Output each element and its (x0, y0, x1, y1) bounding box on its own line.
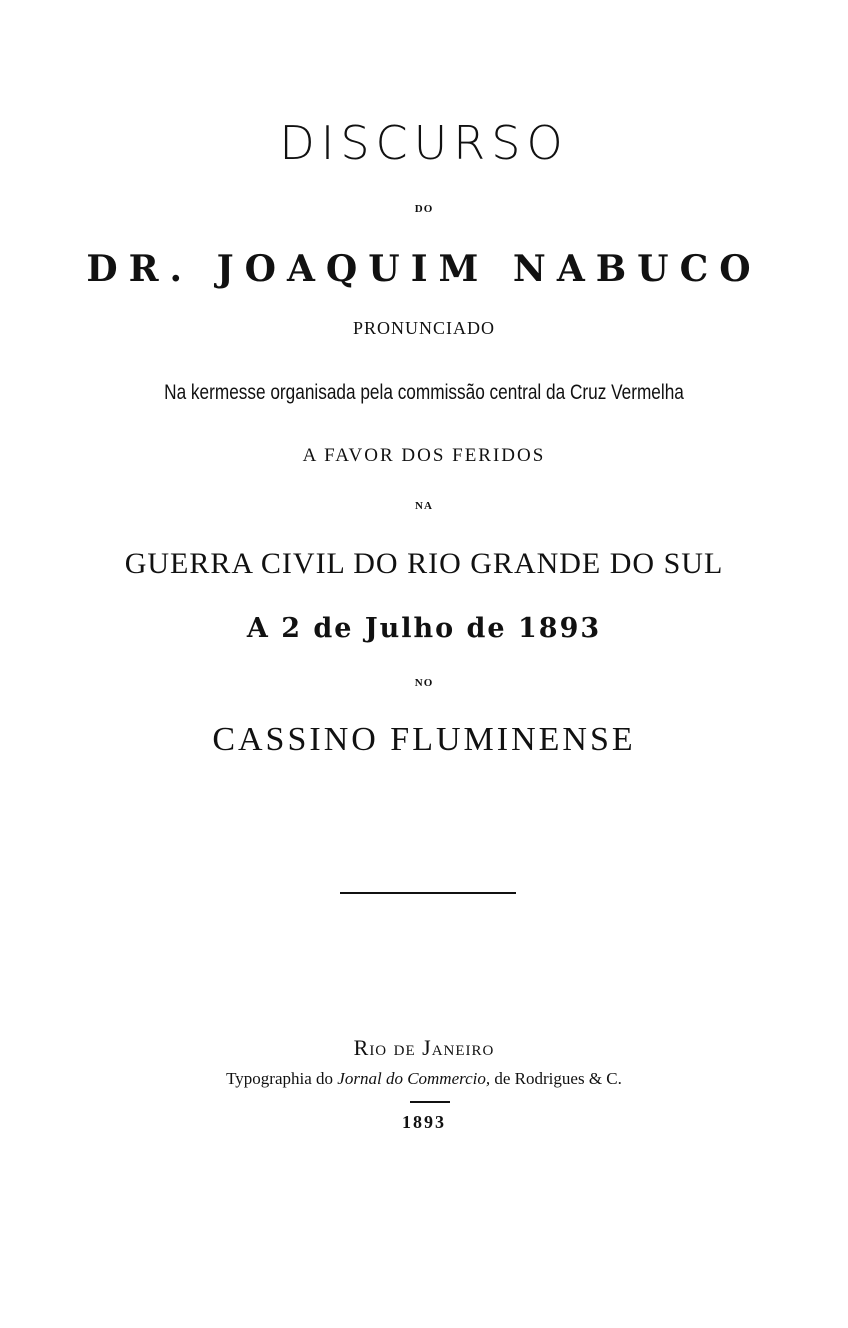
author-name: DR. JOAQUIM NABUCO (86, 248, 762, 290)
event-date: A 2 de Julho de 1893 (246, 613, 602, 644)
preposition-do: DO (414, 203, 434, 215)
journal-word-2: Commercio, (407, 1069, 491, 1088)
occasion-text: Na kermesse organisada pela commissão central da Cruz Vermelha (164, 381, 684, 404)
preposition-na: NA (415, 500, 433, 512)
short-rule (410, 1101, 450, 1103)
printer-suffix: de Rodrigues & C. (494, 1069, 622, 1088)
imprint-city: Rio de Janeiro (353, 1035, 495, 1060)
venue-name: CASSINO FLUMINENSE (212, 721, 636, 758)
journal-word-mid: do (385, 1069, 403, 1088)
war-title: GUERRA CIVIL DO RIO GRANDE DO SUL (124, 547, 724, 580)
favor-text: A FAVOR DOS FERIDOS (302, 445, 546, 466)
printer-prefix: Typographia do (226, 1069, 334, 1088)
journal-word-1: Jornal (337, 1069, 382, 1088)
pronunciado-label: PRONUNCIADO (352, 318, 495, 338)
preposition-no: NO (414, 677, 434, 689)
ornamental-rule (340, 892, 516, 894)
document-title: DISCURSO (279, 116, 569, 170)
imprint-year: 1893 (402, 1112, 446, 1132)
imprint-printer (0, 1068, 848, 1090)
